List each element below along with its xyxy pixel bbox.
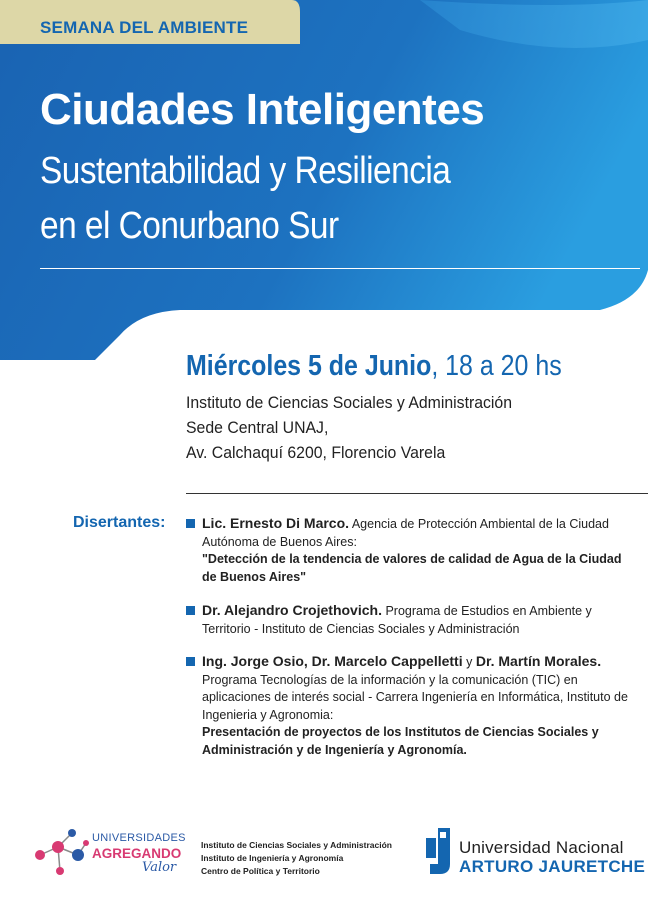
event-date-day: Miércoles 5 de Junio	[186, 350, 432, 382]
event-date-time: , 18 a 20 hs	[431, 350, 562, 382]
institute-line: Instituto de Ciencias Sociales y Administración	[201, 840, 392, 850]
subtitle-line-2: en el Conurbano Sur	[40, 205, 339, 247]
speaker-affiliation: Programa Tecnologías de la información y la comunicación (TIC) en aplicaciones de interés social - Carrera Ingeniería en Informática, Instituto de Ingenieria y Agronomia:	[202, 672, 628, 722]
speaker-talk: "Detección de la tendencia de valores de calidad de Agua de la Ciudad de Buenos Aires"	[202, 552, 622, 584]
speaker-item	[186, 653, 636, 759]
speaker-name-period: .	[597, 653, 602, 669]
speaker-affiliation: Programa de Estudios en Ambiente y Territorio - Instituto de Ciencias Sociales y Administración	[202, 604, 592, 636]
event-tag: SEMANA DEL AMBIENTE	[40, 18, 249, 37]
network-name-line-1: UNIVERSIDADES	[92, 832, 186, 844]
speaker-conjunction: y	[462, 655, 476, 669]
subtitle-line-1: Sustentabilidad y Resiliencia	[40, 150, 451, 192]
venue-line-2: Sede Central UNAJ,	[186, 418, 329, 437]
speaker-name: Lic. Ernesto Di Marco.	[202, 515, 350, 531]
bullet-square-icon	[186, 606, 195, 615]
speakers-label: Disertantes:	[73, 514, 166, 531]
speaker-item	[186, 602, 636, 638]
speaker-talk: Presentación de proyectos de los Institutos de Ciencias Sociales y Administración y de Ingeniería y Agronomía.	[202, 725, 599, 757]
institute-line: Centro de Política y Territorio	[201, 866, 320, 876]
venue-line-3: Av. Calchaquí 6200, Florencio Varela	[186, 443, 446, 462]
venue-line-1: Instituto de Ciencias Sociales y Administración	[186, 393, 513, 412]
divider-dark	[186, 493, 648, 494]
event-date	[186, 350, 562, 383]
university-name-line-2: ARTURO JAURETCHE	[459, 857, 646, 876]
bullet-square-icon	[186, 519, 195, 528]
speaker-name-group-a: Ing. Jorge Osio, Dr. Marcelo Cappelletti	[202, 653, 463, 669]
speaker-item	[186, 515, 636, 586]
speaker-affiliation: Agencia de Protección Ambiental de la Ciudad Autónoma de Buenos Aires:	[202, 517, 609, 549]
network-name-line-2: AGREGANDO	[92, 846, 182, 861]
institute-line: Instituto de Ingeniería y Agronomía	[201, 853, 344, 863]
speaker-name: Dr. Alejandro Crojethovich.	[202, 602, 382, 618]
page-title: Ciudades Inteligentes	[40, 85, 485, 134]
divider-white	[40, 268, 640, 269]
network-name-line-3: Valor	[142, 860, 177, 875]
bullet-square-icon	[186, 657, 195, 666]
university-name-line-1: Universidad Nacional	[459, 838, 624, 857]
speaker-name-group-b: Dr. Martín Morales	[475, 653, 598, 669]
unaj-logo-icon	[426, 828, 454, 876]
